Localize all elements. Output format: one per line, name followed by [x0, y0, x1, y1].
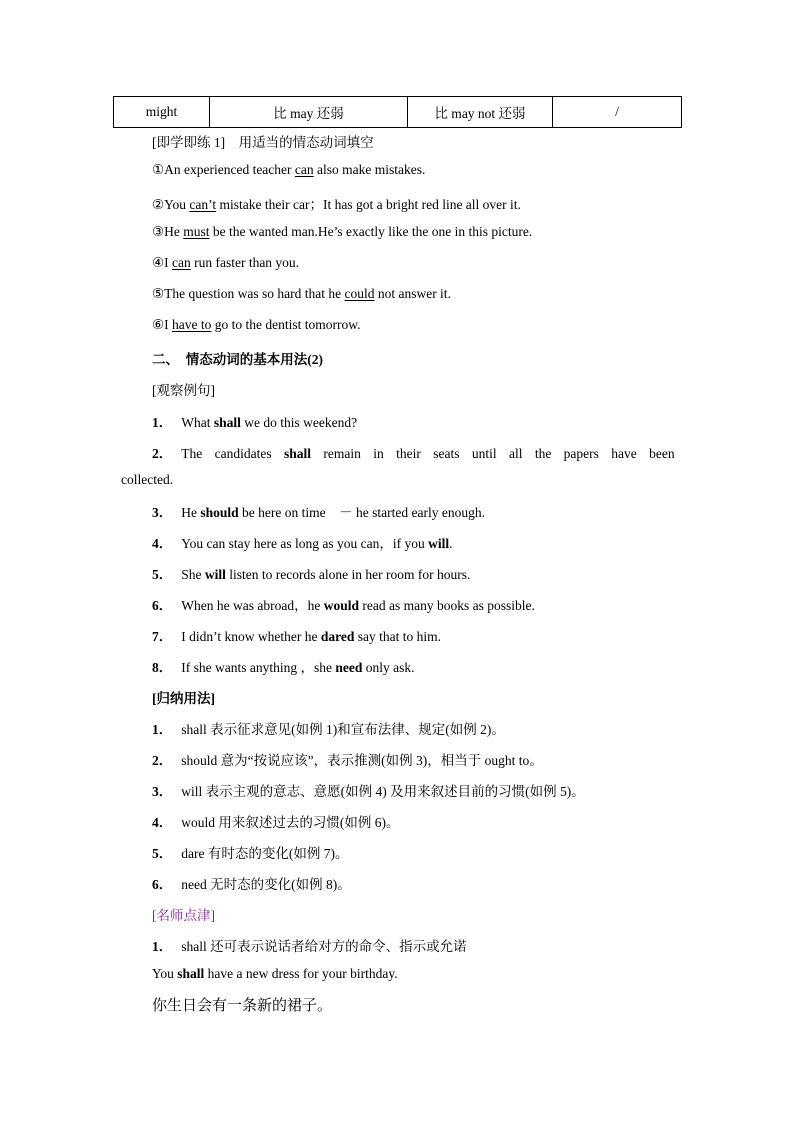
example-sentence: 1． What shall we do this weekend? — [152, 415, 358, 430]
example-continuation: collected. — [121, 472, 174, 487]
summary-item: 6． need 无时态的变化(如例 8)。 — [152, 877, 351, 892]
practice-item: ③He must be the wanted man.He’s exactly like the one in this picture. — [152, 224, 533, 239]
summary-item: 2． should 意为“按说应该”，表示推测(如例 3)，相当于 ought to。 — [152, 753, 543, 768]
tips-translation: 你生日会有一条新的裙子。 — [152, 998, 333, 1014]
practice-item: ⑤The question was so hard that he could not answer it. — [152, 286, 451, 301]
table-cell-other: / — [553, 97, 682, 128]
example-sentence: 4． You can stay here as long as you can，if you will. — [152, 536, 453, 551]
practice-item: ④I can run faster than you. — [152, 255, 300, 270]
answer-blank: have to — [171, 317, 212, 332]
example-sentence: 3． He should be here on time － he started early enough. — [152, 505, 485, 520]
table-cell-positive: 比 may 还弱 — [210, 97, 408, 128]
summary-label: [归纳用法] — [152, 691, 215, 706]
example-sentence: 8． If she wants anything ，she need only ask. — [152, 660, 415, 675]
modal-table — [113, 96, 682, 128]
table-row — [114, 97, 682, 128]
table-cell-negative: 比 may not 还弱 — [408, 97, 553, 128]
answer-blank: can — [171, 255, 191, 270]
answer-blank: can — [294, 162, 314, 177]
answer-blank: could — [344, 286, 375, 301]
tips-example: You shall have a new dress for your birthday. — [152, 966, 398, 981]
practice-title: [即学即练 1] 用适当的情态动词填空 — [152, 135, 374, 150]
tips-item: 1． shall 还可表示说话者给对方的命令、指示或允诺 — [152, 939, 467, 954]
example-sentence: 2． The candidates shall remain in their seats until all the papers have been — [152, 446, 675, 461]
practice-item: ⑥I have to go to the dentist tomorrow. — [152, 317, 361, 332]
summary-item: 1． shall 表示征求意见(如例 1)和宣布法律、规定(如例 2)。 — [152, 722, 505, 737]
practice-item: ②You can’t mistake their car；It has got a bright red line all over it. — [152, 197, 521, 212]
example-sentence: 5． She will listen to records alone in her room for hours. — [152, 567, 471, 582]
summary-item: 3． will 表示主观的意志、意愿(如例 4) 及用来叙述目前的习惯(如例 5)。 — [152, 784, 585, 799]
answer-blank: must — [183, 224, 210, 239]
section-heading: 二、 情态动词的基本用法(2) — [152, 352, 323, 367]
observe-label: [观察例句] — [152, 383, 215, 398]
example-sentence: 7． I didn’t know whether he dared say that to him. — [152, 629, 441, 644]
answer-blank: can’t — [189, 197, 217, 212]
example-sentence: 6． When he was abroad，he would read as many books as possible. — [152, 598, 535, 613]
tips-label: [名师点津] — [152, 908, 215, 923]
summary-item: 5． dare 有时态的变化(如例 7)。 — [152, 846, 349, 861]
table-cell-modal: might — [114, 97, 210, 128]
summary-item: 4． would 用来叙述过去的习惯(如例 6)。 — [152, 815, 400, 830]
practice-item: ①An experienced teacher can also make mistakes. — [152, 162, 426, 177]
